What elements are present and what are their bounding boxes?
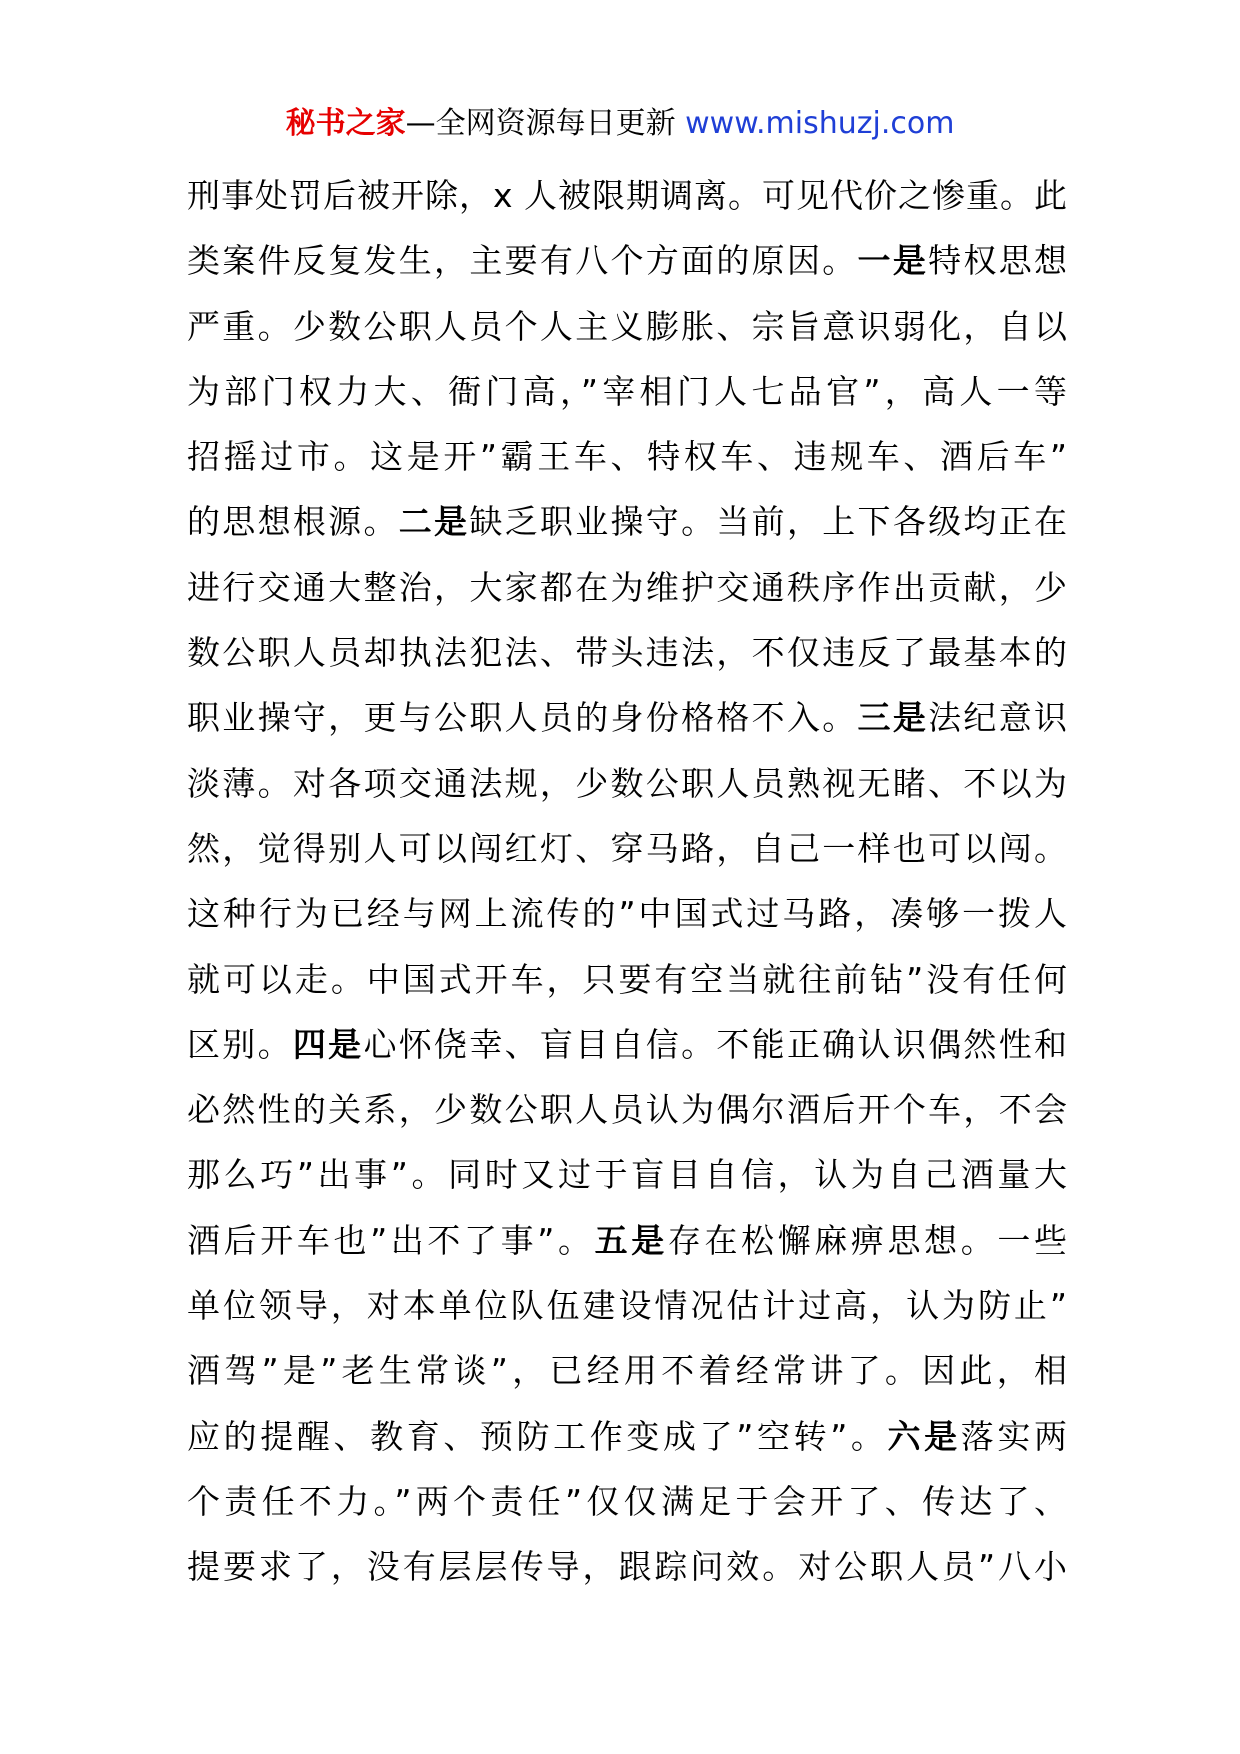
header-brand: 秘书之家 <box>285 106 406 141</box>
text-line <box>187 555 1067 620</box>
text-segment: 的思想根源。 <box>187 502 399 542</box>
text-segment: 酒后开车也”出不了事”。 <box>187 1220 595 1260</box>
text-line <box>187 620 1067 685</box>
text-line <box>187 1534 1067 1599</box>
emphasis-label: 二是 <box>398 502 470 542</box>
document-body <box>187 163 1067 1600</box>
text-segment: 应的提醒、教育、预防工作变成了”空转”。 <box>187 1416 888 1456</box>
text-segment: 法纪意识 <box>928 698 1068 738</box>
text-segment: 这种行为已经与网上流传的”中国式过马路，凑够一拨人 <box>187 894 1067 934</box>
text-segment: 招摇过市。这是开”霸王车、特权车、违规车、酒后车” <box>187 437 1067 477</box>
text-segment: 类案件反复发生，主要有八个方面的原因。 <box>187 241 858 281</box>
text-segment: 数公职人员却执法犯法、带头违法，不仅违反了最基本的 <box>187 633 1067 673</box>
text-line <box>187 489 1067 554</box>
text-segment: 存在松懈麻痹思想。一些 <box>667 1220 1067 1260</box>
text-line <box>187 228 1067 293</box>
text-segment: 那么巧”出事”。同时又过于盲目自信，认为自己酒量大 <box>187 1155 1067 1195</box>
emphasis-label: 六是 <box>887 1416 961 1456</box>
text-line <box>187 1404 1067 1469</box>
text-line <box>187 1469 1067 1534</box>
text-line <box>187 751 1067 816</box>
text-segment: 心怀侥幸、盲目自信。不能正确认识偶然性和 <box>363 1024 1068 1064</box>
text-segment: 淡薄。对各项交通法规，少数公职人员熟视无睹、不以为 <box>187 763 1067 803</box>
emphasis-label: 四是 <box>292 1024 364 1064</box>
text-segment: 落实两 <box>960 1416 1067 1456</box>
header-slogan: —全网资源每日更新 <box>405 106 676 141</box>
text-line <box>187 881 1067 946</box>
text-line <box>187 1208 1067 1273</box>
text-line <box>187 1077 1067 1142</box>
text-line <box>187 359 1067 424</box>
text-line <box>187 947 1067 1012</box>
page-header <box>0 100 1240 148</box>
text-line <box>187 1012 1067 1077</box>
text-line <box>187 424 1067 489</box>
emphasis-label: 一是 <box>857 241 929 281</box>
text-line <box>187 1142 1067 1207</box>
emphasis-label: 五是 <box>594 1220 668 1260</box>
text-segment: 必然性的关系，少数公职人员认为偶尔酒后开个车，不会 <box>187 1090 1067 1130</box>
text-segment: 个责任不力。”两个责任”仅仅满足于会开了、传达了、 <box>187 1481 1067 1521</box>
text-line <box>187 294 1067 359</box>
text-segment: 提要求了，没有层层传导，跟踪问效。对公职人员”八小 <box>187 1547 1067 1587</box>
text-segment: 职业操守，更与公职人员的身份格格不入。 <box>187 698 858 738</box>
text-segment: 单位领导，对本单位队伍建设情况估计过高，认为防止” <box>187 1286 1067 1326</box>
text-line <box>187 1338 1067 1403</box>
text-segment: 为部门权力大、衙门高，”宰相门人七品官”，高人一等 <box>187 371 1067 411</box>
text-segment: 然，觉得别人可以闯红灯、穿马路，自己一样也可以闯。 <box>187 828 1067 868</box>
text-segment: 就可以走。中国式开车，只要有空当就往前钻”没有任何 <box>187 959 1067 999</box>
text-segment: 刑事处罚后被开除，x 人被限期调离。可见代价之惨重。此 <box>187 176 1067 215</box>
text-segment: 缺乏职业操守。当前，上下各级均正在 <box>469 502 1068 542</box>
emphasis-label: 三是 <box>857 698 929 738</box>
text-segment: 特权思想 <box>928 241 1068 281</box>
text-line <box>187 816 1067 881</box>
text-segment: 严重。少数公职人员个人主义膨胀、宗旨意识弱化，自以 <box>187 306 1067 346</box>
text-line <box>187 163 1067 228</box>
text-segment: 区别。 <box>187 1024 293 1064</box>
header-url[interactable]: www.mishuzj.com <box>685 106 955 141</box>
text-line <box>187 685 1067 750</box>
text-segment: 酒驾”是”老生常谈”，已经用不着经常讲了。因此，相 <box>187 1351 1067 1391</box>
text-segment: 进行交通大整治，大家都在为维护交通秩序作出贡献，少 <box>187 567 1067 607</box>
text-line <box>187 1273 1067 1338</box>
